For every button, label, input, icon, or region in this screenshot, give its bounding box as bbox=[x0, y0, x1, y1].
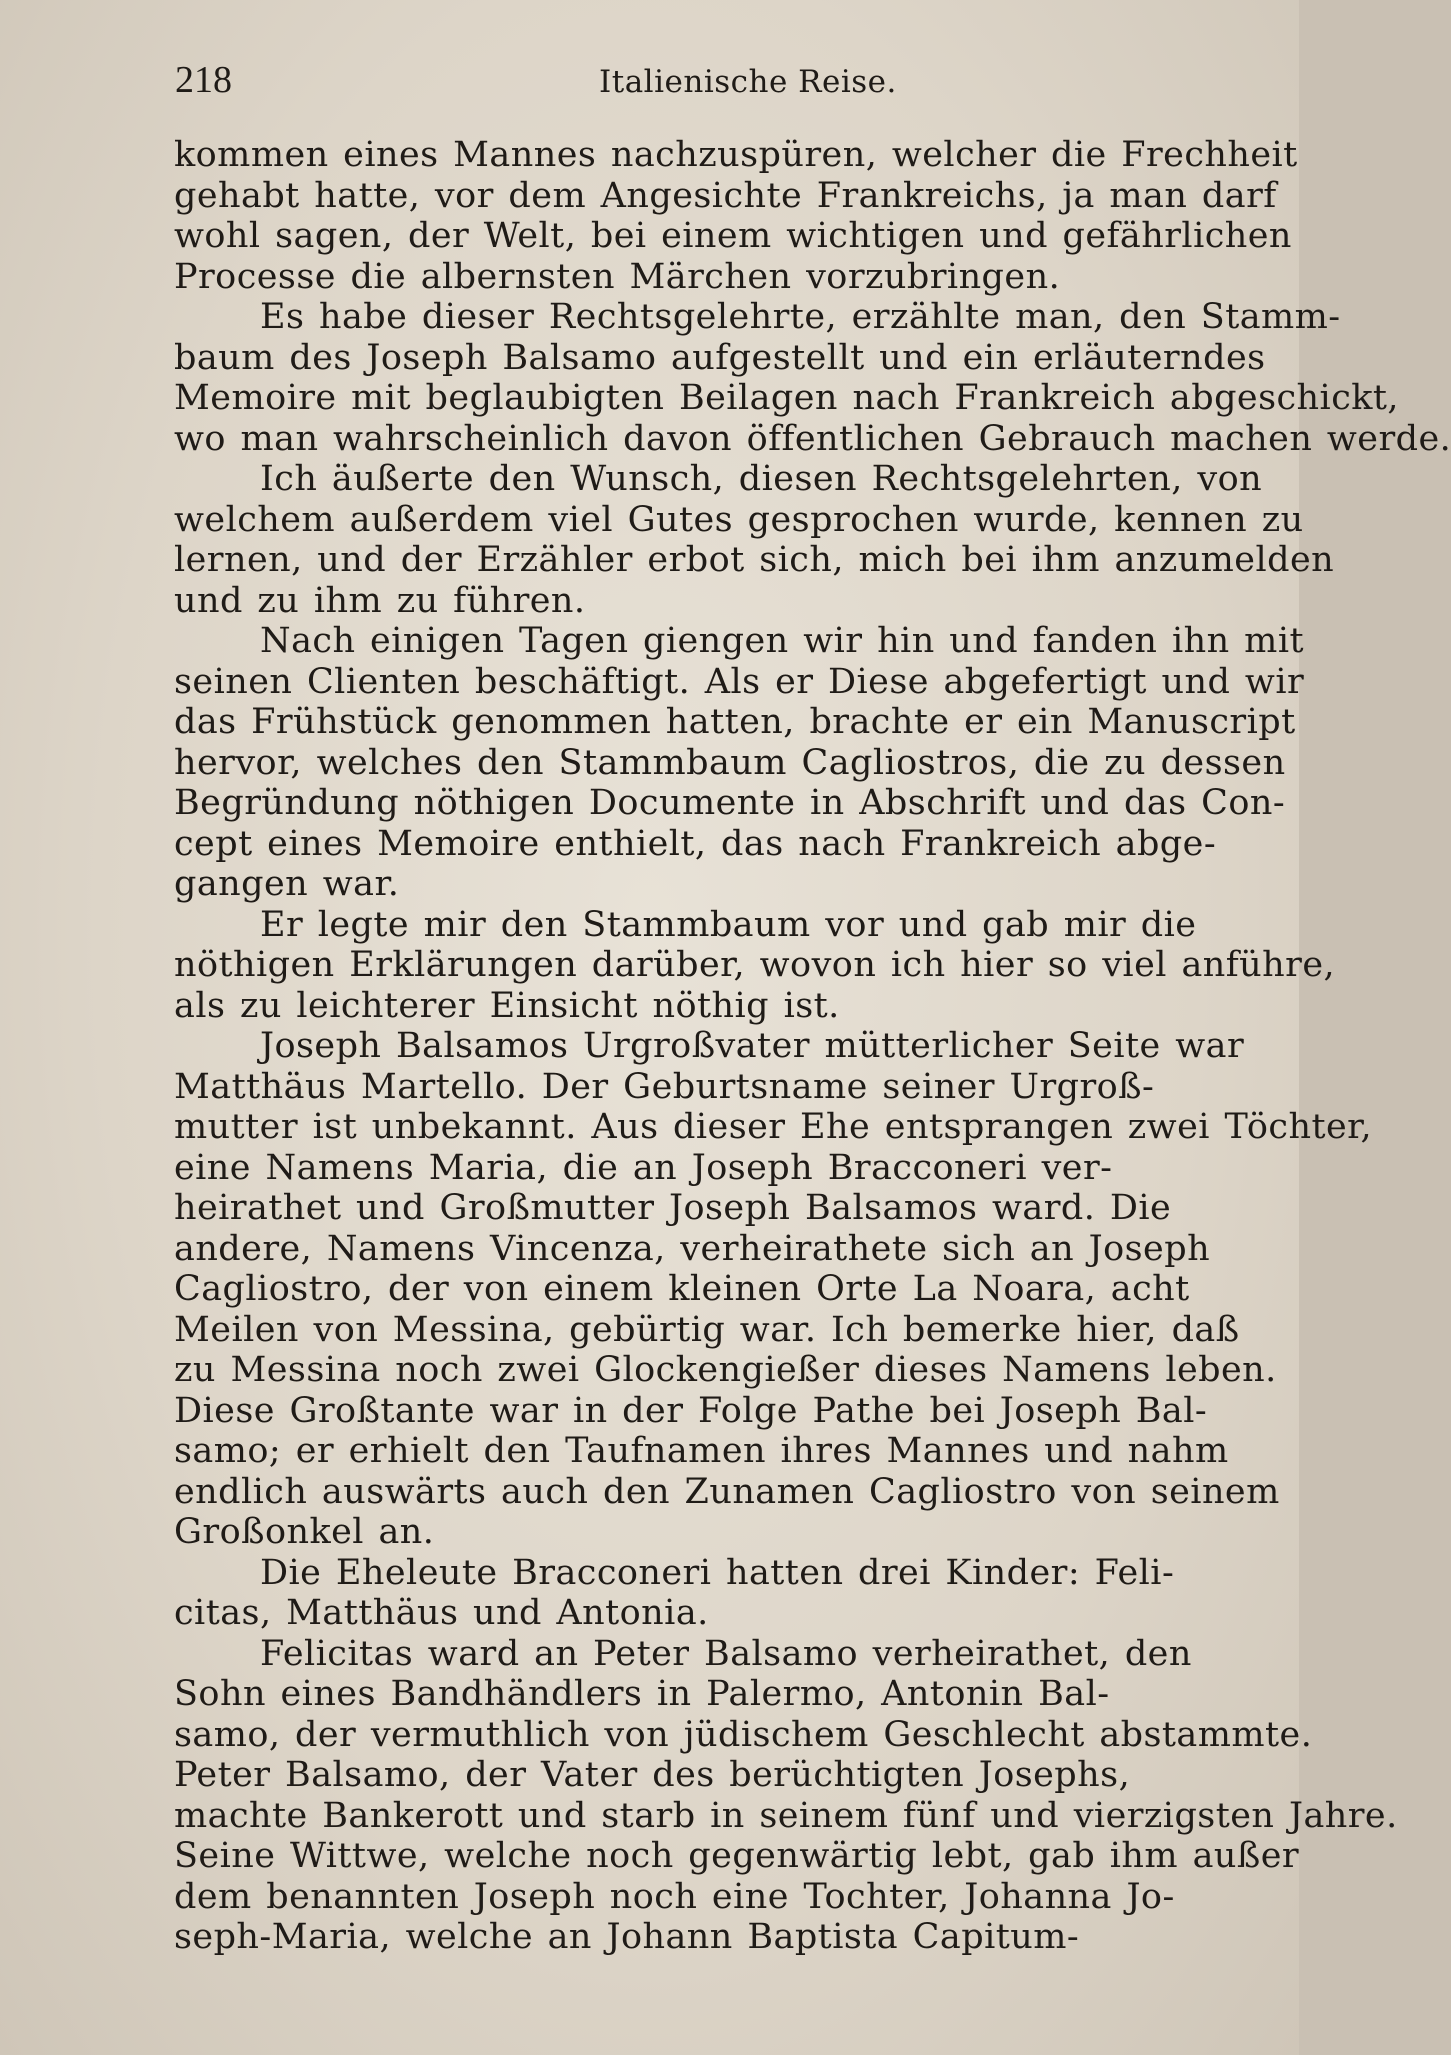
text-line: als zu leichterer Einsicht nöthig ist. bbox=[174, 985, 840, 1026]
text-line: hervor, welches den Stammbaum Cagliostros, die zu dessen bbox=[174, 742, 1286, 783]
running-head bbox=[175, 58, 1235, 108]
paragraph-first-line: Felicitas ward an Peter Balsamo verheirathet, den bbox=[260, 1633, 1192, 1674]
text-line: Sohn eines Bandhändlers in Palermo, Antonin Bal- bbox=[174, 1674, 1110, 1714]
page-number: 218 bbox=[175, 59, 232, 101]
text-line: Begründung nöthigen Documente in Abschrift und das Con- bbox=[174, 783, 1286, 823]
text-line: endlich auswärts auch den Zunamen Cagliostro von seinem bbox=[174, 1471, 1280, 1512]
text-line: eine Namens Maria, die an Joseph Bracconeri ver- bbox=[174, 1147, 1113, 1188]
paragraph-first-line: Die Eheleute Bracconeri hatten drei Kinder: Feli- bbox=[260, 1552, 1175, 1593]
text-line: welchem außerdem viel Gutes gesprochen wurde, kennen zu bbox=[174, 499, 1304, 540]
text-line: seph-Maria, welche an Johann Baptista Capitum- bbox=[174, 1917, 1080, 1957]
text-line: wo man wahrscheinlich davon öffentlichen Gebrauch machen werde. bbox=[174, 418, 1451, 459]
text-line: Meilen von Messina, gebürtig war. Ich bemerke hier, daß bbox=[174, 1309, 1240, 1350]
paragraph-first-line: Er legte mir den Stammbaum vor und gab mir die bbox=[260, 904, 1197, 945]
text-line: samo; er erhielt den Taufnamen ihres Mannes und nahm bbox=[174, 1431, 1229, 1471]
text-line: Memoire mit beglaubigten Beilagen nach Frankreich abgeschickt, bbox=[174, 378, 1399, 418]
text-line: Diese Großtante war in der Folge Pathe bei Joseph Bal- bbox=[174, 1390, 1208, 1431]
text-line: dem benannten Joseph noch eine Tochter, Johanna Jo- bbox=[174, 1876, 1175, 1917]
text-line: machte Bankerott und starb in seinem fünf und vierzigsten Jahre. bbox=[174, 1795, 1398, 1836]
text-line: heirathet und Großmutter Joseph Balsamos ward. Die bbox=[174, 1188, 1172, 1228]
text-line: gangen war. bbox=[174, 864, 400, 904]
text-line: lernen, und der Erzähler erbot sich, mich bei ihm anzumelden bbox=[174, 540, 1335, 580]
text-line: cept eines Memoire enthielt, das nach Frankreich abge- bbox=[174, 823, 1217, 864]
text-line: mutter ist unbekannt. Aus dieser Ehe entsprangen zwei Töchter, bbox=[174, 1107, 1373, 1147]
paragraph-first-line: Es habe dieser Rechtsgelehrte, erzählte man, den Stamm- bbox=[260, 297, 1341, 337]
text-line: kommen eines Mannes nachzuspüren, welcher die Frechheit bbox=[174, 135, 1298, 175]
running-title: Italienische Reise. bbox=[599, 64, 897, 100]
text-line: citas, Matthäus und Antonia. bbox=[174, 1593, 709, 1633]
text-line: seinen Clienten beschäftigt. Als er Diese abgefertigt und wir bbox=[174, 661, 1305, 702]
body-text bbox=[174, 135, 1451, 1958]
text-line: Seine Wittwe, welche noch gegenwärtig lebt, gab ihm außer bbox=[174, 1836, 1300, 1876]
paragraph-first-line: Joseph Balsamos Urgroßvater mütterlicher Seite war bbox=[260, 1026, 1245, 1066]
text-line: wohl sagen, der Welt, bei einem wichtigen und gefährlichen bbox=[174, 216, 1292, 256]
text-line: Großonkel an. bbox=[174, 1512, 435, 1552]
paragraph-first-line: Nach einigen Tagen giengen wir hin und fanden ihn mit bbox=[260, 621, 1304, 661]
text-line: baum des Joseph Balsamo aufgestellt und ein erläuterndes bbox=[174, 337, 1266, 378]
text-line: Peter Balsamo, der Vater des berüchtigten Josephs, bbox=[174, 1755, 1131, 1795]
text-line: samo, der vermuthlich von jüdischem Geschlecht abstammte. bbox=[174, 1714, 1313, 1755]
text-line: Processe die albernsten Märchen vorzubringen. bbox=[174, 256, 1061, 297]
text-line: Matthäus Martello. Der Geburtsname seiner Urgroß- bbox=[174, 1066, 1155, 1107]
text-line: gehabt hatte, vor dem Angesichte Frankreichs, ja man darf bbox=[174, 175, 1277, 216]
text-line: nöthigen Erklärungen darüber, wovon ich hier so viel anführe, bbox=[174, 945, 1336, 985]
text-line: andere, Namens Vincenza, verheirathete sich an Joseph bbox=[174, 1228, 1211, 1269]
text-line: Cagliostro, der von einem kleinen Orte La Noara, acht bbox=[174, 1269, 1190, 1309]
text-line: zu Messina noch zwei Glockengießer dieses Namens leben. bbox=[174, 1350, 1277, 1390]
paragraph-first-line: Ich äußerte den Wunsch, diesen Rechtsgelehrten, von bbox=[260, 459, 1263, 499]
text-line: und zu ihm zu führen. bbox=[174, 580, 586, 621]
text-line: das Frühstück genommen hatten, brachte er ein Manuscript bbox=[174, 702, 1296, 742]
